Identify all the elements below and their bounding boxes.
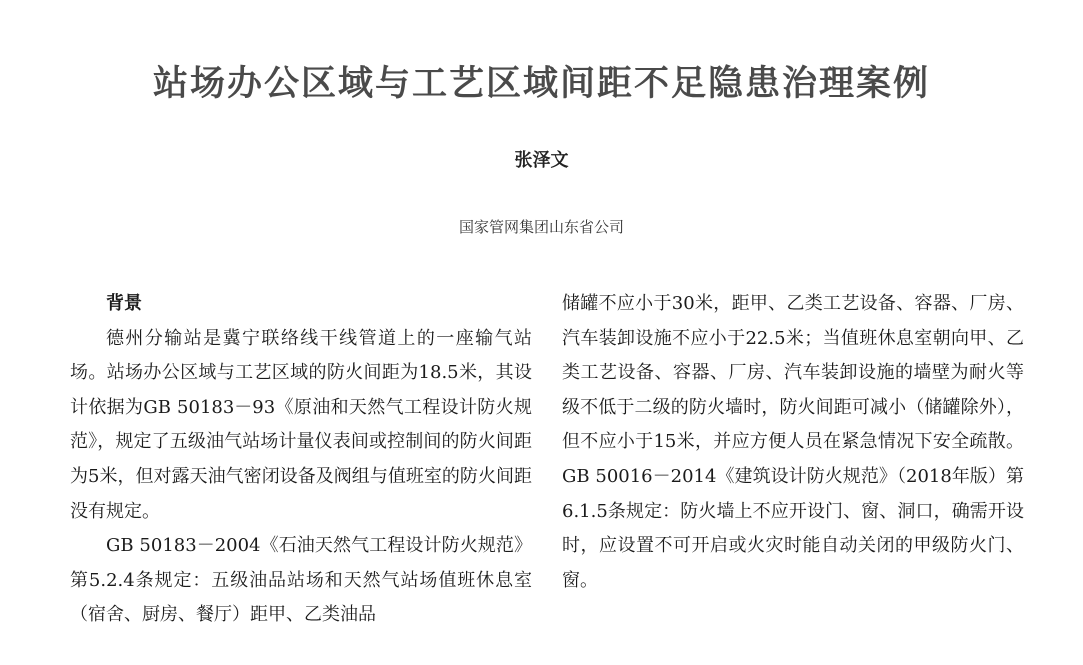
right-column — [562, 287, 1024, 598]
body-paragraph: GB 50183－2004《石油天然气工程设计防火规范》第5.2.4条规定：五级油品站场和天然气站场值班休息室（宿舍、厨房、餐厅）距甲、乙类油品 — [70, 535, 532, 626]
body-paragraph-continued: 储罐不应小于30米，距甲、乙类工艺设备、容器、厂房、汽车装卸设施不应小于22.5米；当值班休息室朝向甲、乙类工艺设备、容器、厂房、汽车装卸设施的墙壁为耐火等级不低于二级的防火墙时，防火间距可减小（储罐除外），但不应小于15米，并应方便人员在紧急情况下安全疏散。GB 50016－2014《建筑设计防火规范》（2018年版）第6.1.5条规定：防火墙上不应开设门、窗、洞口，确需开设时，应设置不可开启或火灾时能自动关闭的甲级防火门、窗。 — [562, 293, 1024, 591]
body-paragraph: 德州分输站是冀宁联络线干线管道上的一座输气站场。站场办公区域与工艺区域的防火间距为18.5米，其设计依据为GB 50183－93《原油和天然气工程设计防火规范》，规定了五级油气站场计量仪表间或控制间的防火间距为5米，但对露天油气密闭设备及阀组与值班室的防火间距没有规定。 — [70, 327, 532, 522]
section-heading-background: 背景 — [106, 293, 142, 314]
article-title: 站场办公区域与工艺区域间距不足隐患治理案例 — [152, 64, 930, 104]
author-affiliation: 国家管网集团山东省公司 — [458, 218, 624, 236]
left-column — [70, 287, 532, 633]
author-name: 张泽文 — [514, 150, 569, 171]
